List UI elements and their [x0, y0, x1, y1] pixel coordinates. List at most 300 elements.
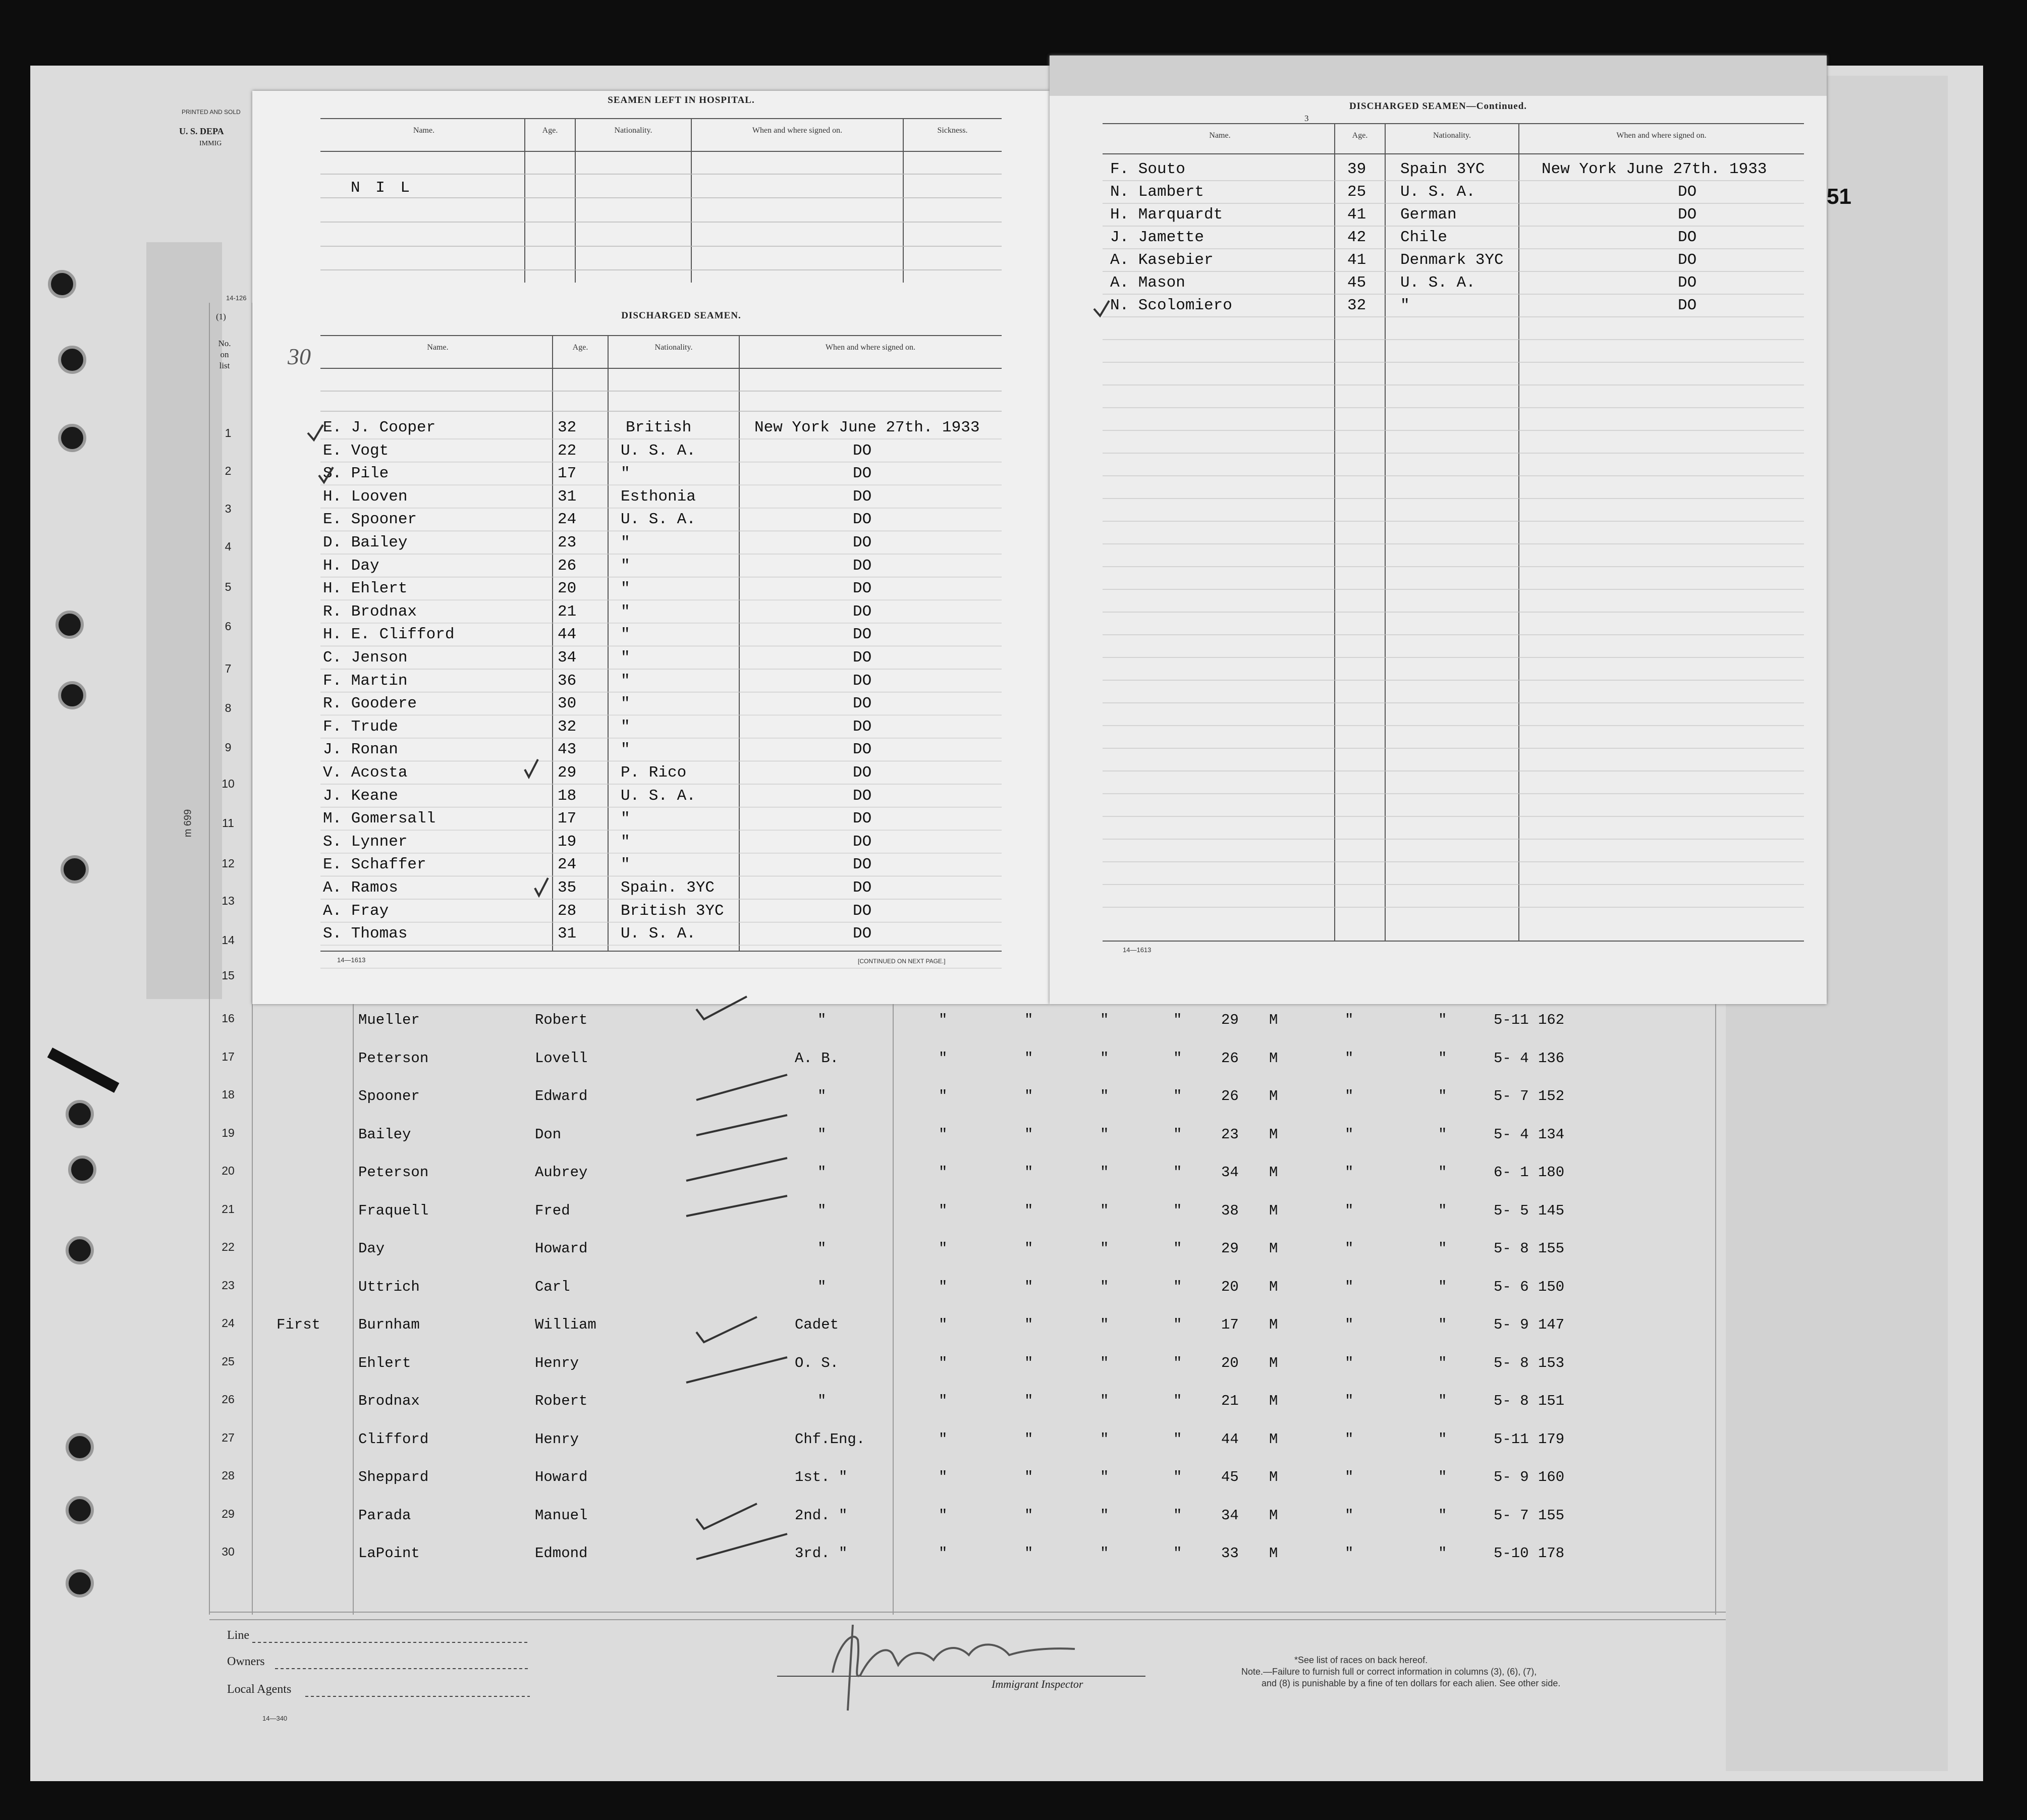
- footer-line-label: Line: [227, 1629, 249, 1642]
- manifest-weight: 150: [1538, 1278, 1565, 1295]
- seaman-nationality: Chile: [1400, 229, 1448, 246]
- ditto-mark: ": [1100, 1088, 1109, 1105]
- seaman-nationality: ": [621, 626, 630, 644]
- seaman-nationality: U. S. A.: [621, 442, 696, 460]
- line-number: 9: [225, 741, 232, 754]
- ditto-mark: ": [1173, 1507, 1182, 1524]
- manifest-position: ": [817, 1012, 827, 1028]
- seaman-age: 18: [558, 787, 577, 805]
- manifest-age: 34: [1221, 1164, 1239, 1181]
- seaman-age: 44: [558, 626, 577, 644]
- col-sickness: Sickness.: [937, 126, 968, 135]
- ditto-mark: ": [1438, 1545, 1447, 1562]
- manifest-age: 33: [1221, 1545, 1239, 1562]
- seaman-name: A. Fray: [323, 902, 389, 920]
- checkmark: [535, 878, 548, 896]
- manifest-sex: M: [1269, 1430, 1278, 1448]
- ditto-mark: ": [939, 1430, 948, 1448]
- seaman-name: E. Schaffer: [323, 856, 426, 874]
- line-number: 19: [222, 1126, 235, 1139]
- ditto-mark: ": [939, 1240, 948, 1257]
- ditto-mark: ": [939, 1126, 948, 1143]
- ditto-mark: ": [1100, 1316, 1109, 1333]
- seaman-age: 19: [558, 833, 577, 851]
- seaman-signed-on: New York June 27th. 1933: [1542, 160, 1767, 178]
- seaman-age: 45: [1347, 274, 1366, 292]
- immig-header: IMMIG: [199, 140, 222, 147]
- seaman-signed-on: DO: [1678, 251, 1697, 269]
- manifest-given-name: William: [535, 1316, 596, 1333]
- ditto-mark: ": [1438, 1240, 1447, 1257]
- manifest-surname: Mueller: [358, 1012, 420, 1028]
- seaman-signed-on: DO: [853, 810, 872, 828]
- manifest-age: 44: [1221, 1430, 1239, 1448]
- seaman-name: V. Acosta: [323, 764, 408, 782]
- ditto-mark: ": [1100, 1202, 1109, 1219]
- manifest-height: 5- 8: [1494, 1240, 1529, 1257]
- ditto-mark: ": [1345, 1164, 1354, 1181]
- printed-by: PRINTED AND SOLD: [182, 108, 241, 116]
- manifest-sex: M: [1269, 1202, 1278, 1219]
- seaman-nationality: U. S. A.: [1400, 274, 1475, 292]
- manifest-given-name: Fred: [535, 1202, 570, 1219]
- manifest-given-name: Aubrey: [535, 1164, 588, 1181]
- seaman-name: A. Mason: [1110, 274, 1185, 292]
- seaman-signed-on: DO: [853, 787, 872, 805]
- seaman-signed-on: DO: [1678, 206, 1697, 224]
- manifest-surname: Sheppard: [358, 1469, 429, 1485]
- manifest-height: 5- 7: [1494, 1507, 1529, 1524]
- manifest-position: ": [817, 1393, 827, 1409]
- ditto-mark: ": [1438, 1202, 1447, 1219]
- col-nationality: Nationality.: [1433, 131, 1471, 140]
- manifest-given-name: Edmond: [535, 1545, 588, 1562]
- ditto-mark: ": [1100, 1393, 1109, 1409]
- line-number: 18: [222, 1088, 235, 1101]
- seaman-name: H. Day: [323, 557, 379, 575]
- seaman-signed-on: DO: [853, 442, 872, 460]
- line-number: 3: [225, 502, 232, 515]
- seaman-age: 41: [1347, 206, 1366, 224]
- ditto-mark: ": [1438, 1050, 1447, 1067]
- manifest-position: 1st. ": [795, 1469, 848, 1485]
- seaman-age: 25: [1347, 183, 1366, 201]
- seaman-age: 28: [558, 902, 577, 920]
- seaman-age: 30: [558, 695, 577, 713]
- manifest-surname: Parada: [358, 1507, 411, 1524]
- manifest-position: 2nd. ": [795, 1507, 848, 1524]
- seaman-name: H. E. Clifford: [323, 626, 455, 644]
- ditto-mark: ": [1345, 1088, 1354, 1105]
- manifest-age: 26: [1221, 1050, 1239, 1067]
- manifest-weight: 178: [1538, 1545, 1565, 1562]
- manifest-weight: 180: [1538, 1164, 1565, 1181]
- ditto-mark: ": [939, 1050, 948, 1067]
- ditto-mark: ": [939, 1469, 948, 1485]
- manifest-given-name: Robert: [535, 1012, 588, 1028]
- manifest-age: 26: [1221, 1088, 1239, 1105]
- checkmark: [696, 997, 747, 1019]
- manifest-weight: 153: [1538, 1354, 1565, 1371]
- col-1-label: (1): [216, 312, 226, 321]
- ditto-mark: ": [1345, 1012, 1354, 1028]
- ditto-mark: ": [1173, 1354, 1182, 1371]
- ditto-mark: ": [1438, 1393, 1447, 1409]
- checkmark: [696, 1075, 787, 1100]
- seaman-signed-on: DO: [853, 649, 872, 667]
- manifest-height: 5- 6: [1494, 1278, 1529, 1295]
- ditto-mark: ": [1438, 1088, 1447, 1105]
- seaman-nationality: ": [621, 672, 630, 690]
- seaman-nationality: U. S. A.: [621, 925, 696, 943]
- seaman-signed-on: DO: [853, 534, 872, 551]
- seaman-nationality: ": [621, 741, 630, 759]
- line-number: 15: [222, 969, 235, 982]
- ditto-mark: ": [1100, 1050, 1109, 1067]
- line-number: 12: [222, 857, 235, 870]
- line-number: 16: [222, 1012, 235, 1025]
- manifest-height: 5- 9: [1494, 1469, 1529, 1485]
- manifest-surname: LaPoint: [358, 1545, 420, 1562]
- line-number: 21: [222, 1202, 235, 1216]
- ditto-mark: ": [939, 1202, 948, 1219]
- manifest-surname: Ehlert: [358, 1354, 411, 1371]
- races-note: *See list of races on back hereof.: [1294, 1655, 1428, 1665]
- line-number: 8: [225, 701, 232, 714]
- manifest-surname: Day: [358, 1240, 385, 1257]
- seaman-signed-on: DO: [853, 833, 872, 851]
- seaman-signed-on: DO: [853, 925, 872, 943]
- seaman-name: F. Souto: [1110, 160, 1185, 178]
- ditto-mark: ": [1173, 1050, 1182, 1067]
- manifest-position: Cadet: [795, 1316, 839, 1333]
- seaman-nationality: ": [621, 810, 630, 828]
- ditto-mark: ": [1438, 1278, 1447, 1295]
- manifest-sex: M: [1269, 1164, 1278, 1181]
- seaman-nationality: ": [621, 534, 630, 551]
- manifest-height: 5- 8: [1494, 1393, 1529, 1409]
- seaman-signed-on: DO: [853, 511, 872, 529]
- seaman-nationality: U. S. A.: [621, 787, 696, 805]
- manifest-age: 20: [1221, 1278, 1239, 1295]
- manifest-sex: M: [1269, 1354, 1278, 1371]
- col-signed-on: When and where signed on.: [825, 343, 916, 352]
- ditto-mark: ": [1345, 1545, 1354, 1562]
- manifest-age: 45: [1221, 1469, 1239, 1485]
- manifest-height: 5- 8: [1494, 1354, 1529, 1371]
- col-name: Name.: [1209, 131, 1231, 140]
- manifest-height: 5- 7: [1494, 1088, 1529, 1105]
- seaman-nationality: P. Rico: [621, 764, 687, 782]
- ditto-mark: ": [1024, 1507, 1033, 1524]
- ditto-mark: ": [1438, 1012, 1447, 1028]
- manifest-sex: M: [1269, 1278, 1278, 1295]
- seaman-nationality: ": [621, 695, 630, 713]
- ditto-mark: ": [1345, 1430, 1354, 1448]
- line-number: 28: [222, 1469, 235, 1482]
- manifest-sex: M: [1269, 1050, 1278, 1067]
- seaman-signed-on: DO: [1678, 274, 1697, 292]
- ditto-mark: ": [1100, 1354, 1109, 1371]
- manifest-sex: M: [1269, 1012, 1278, 1028]
- seaman-age: 36: [558, 672, 577, 690]
- footer-form-number: 14—340: [262, 1715, 288, 1722]
- seaman-age: 17: [558, 810, 577, 828]
- seaman-name: S. Thomas: [323, 925, 408, 943]
- manifest-given-name: Lovell: [535, 1050, 588, 1067]
- seaman-age: 26: [558, 557, 577, 575]
- manifest-weight: 136: [1538, 1050, 1565, 1067]
- ditto-mark: ": [1024, 1545, 1033, 1562]
- seaman-nationality: ": [621, 580, 630, 598]
- col-age: Age.: [1352, 131, 1368, 140]
- line-number: 27: [222, 1430, 235, 1444]
- manifest-sex: M: [1269, 1507, 1278, 1524]
- manifest-position: 3rd. ": [795, 1545, 848, 1562]
- discharged-title: DISCHARGED SEAMEN.: [621, 310, 741, 321]
- checkmark: [525, 759, 538, 777]
- col-name: Name.: [427, 343, 449, 352]
- seaman-signed-on: DO: [853, 902, 872, 920]
- ditto-mark: ": [1024, 1240, 1033, 1257]
- seaman-name: D. Bailey: [323, 534, 408, 551]
- seaman-nationality: U. S. A.: [621, 511, 696, 529]
- ditto-mark: ": [1345, 1240, 1354, 1257]
- checkmark: [319, 467, 333, 482]
- manifest-sex: M: [1269, 1469, 1278, 1485]
- seaman-signed-on: DO: [1678, 297, 1697, 314]
- seaman-nationality: German: [1400, 206, 1457, 224]
- seaman-name: E. Spooner: [323, 511, 417, 529]
- checkmark: [686, 1196, 787, 1216]
- manifest-surname: Bailey: [358, 1126, 411, 1143]
- ditto-mark: ": [939, 1393, 948, 1409]
- inspector-label: Immigrant Inspector: [992, 1678, 1083, 1690]
- seaman-name: H. Looven: [323, 487, 408, 506]
- seaman-nationality: ": [621, 602, 630, 621]
- seaman-name: J. Ronan: [323, 741, 398, 759]
- manifest-surname: Brodnax: [358, 1393, 420, 1409]
- seaman-age: 21: [558, 602, 577, 621]
- seaman-age: 42: [1347, 229, 1366, 246]
- manifest-surname: Clifford: [358, 1430, 429, 1448]
- seaman-nationality: U. S. A.: [1400, 183, 1475, 201]
- form-no-under: 14-126: [226, 294, 247, 302]
- seaman-nationality: Spain. 3YC: [621, 879, 715, 897]
- ditto-mark: ": [1100, 1012, 1109, 1028]
- seaman-name: S. Lynner: [323, 833, 408, 851]
- line-number: 2: [225, 464, 232, 477]
- line-number: 20: [222, 1164, 235, 1177]
- line-number: 4: [225, 540, 232, 553]
- seaman-age: 35: [558, 879, 577, 897]
- ditto-mark: ": [939, 1164, 948, 1181]
- manifest-surname: Spooner: [358, 1088, 420, 1105]
- col-age: Age.: [542, 126, 558, 135]
- manifest-sex: M: [1269, 1316, 1278, 1333]
- ditto-mark: ": [1438, 1126, 1447, 1143]
- seaman-name: R. Brodnax: [323, 602, 417, 621]
- manifest-position: A. B.: [795, 1050, 839, 1067]
- seaman-signed-on: DO: [853, 580, 872, 598]
- seaman-nationality: British: [626, 419, 692, 436]
- ditto-mark: ": [1024, 1126, 1033, 1143]
- manifest-given-name: Howard: [535, 1469, 588, 1485]
- seaman-age: 22: [558, 442, 577, 460]
- col-signed-on: When and where signed on.: [752, 126, 843, 135]
- manifest-given-name: Edward: [535, 1088, 588, 1105]
- seaman-name: J. Keane: [323, 787, 398, 805]
- ditto-mark: ": [1173, 1202, 1182, 1219]
- seaman-nationality: ": [621, 856, 630, 874]
- manifest-sex: M: [1269, 1545, 1278, 1562]
- ditto-mark: ": [1173, 1316, 1182, 1333]
- seaman-nationality: British 3YC: [621, 902, 724, 920]
- seaman-signed-on: DO: [1678, 229, 1697, 246]
- seaman-name: M. Gomersall: [323, 810, 436, 828]
- ditto-mark: ": [939, 1507, 948, 1524]
- manifest-height: 5- 5: [1494, 1202, 1529, 1219]
- manifest-height: 5- 9: [1494, 1316, 1529, 1333]
- seaman-signed-on: DO: [1678, 183, 1697, 201]
- line-number: 30: [222, 1545, 235, 1558]
- ditto-mark: ": [1345, 1469, 1354, 1485]
- seaman-signed-on: DO: [853, 764, 872, 782]
- seaman-nationality: Denmark 3YC: [1400, 251, 1504, 269]
- seaman-age: 32: [558, 718, 577, 736]
- hospital-title: SEAMEN LEFT IN HOSPITAL.: [608, 95, 755, 105]
- footer-note-line-2: and (8) is punishable by a fine of ten dollars for each alien. See other side.: [1262, 1678, 1561, 1688]
- seaman-name: F. Trude: [323, 718, 398, 736]
- col-nationality: Nationality.: [614, 126, 652, 135]
- seaman-signed-on: DO: [853, 487, 872, 506]
- seaman-signed-on: DO: [853, 856, 872, 874]
- ditto-mark: ": [1173, 1126, 1182, 1143]
- seaman-nationality: ": [621, 649, 630, 667]
- manifest-weight: 160: [1538, 1469, 1565, 1485]
- manifest-sex: M: [1269, 1126, 1278, 1143]
- seaman-name: N. Scolomiero: [1110, 297, 1232, 314]
- manifest-position: ": [817, 1126, 827, 1143]
- manifest-age: 29: [1221, 1012, 1239, 1028]
- ditto-mark: ": [939, 1278, 948, 1295]
- ditto-mark: ": [1438, 1507, 1447, 1524]
- seaman-signed-on: DO: [853, 718, 872, 736]
- manifest-weight: 151: [1538, 1393, 1565, 1409]
- line-number: 22: [222, 1240, 235, 1253]
- seaman-signed-on: DO: [853, 557, 872, 575]
- manifest-weight: 155: [1538, 1507, 1565, 1524]
- manifest-class: First: [277, 1316, 321, 1333]
- seaman-age: 17: [558, 465, 577, 483]
- ditto-mark: ": [1024, 1393, 1033, 1409]
- seaman-signed-on: DO: [853, 695, 872, 713]
- form-number: 14—1613: [337, 956, 366, 964]
- line-number: 1: [225, 426, 232, 439]
- seaman-signed-on: DO: [853, 741, 872, 759]
- manifest-age: 23: [1221, 1126, 1239, 1143]
- col-signed-on: When and where signed on.: [1616, 131, 1707, 140]
- ditto-mark: ": [1100, 1164, 1109, 1181]
- manifest-given-name: Henry: [535, 1430, 579, 1448]
- line-number: 7: [225, 662, 232, 675]
- ditto-mark: ": [1345, 1202, 1354, 1219]
- form-number: 14—1613: [1123, 946, 1152, 954]
- line-number: 17: [222, 1050, 235, 1063]
- ditto-mark: ": [1438, 1469, 1447, 1485]
- ditto-mark: ": [1100, 1430, 1109, 1448]
- seaman-age: 24: [558, 511, 577, 529]
- manifest-weight: 147: [1538, 1316, 1565, 1333]
- manifest-surname: Peterson: [358, 1164, 429, 1181]
- ditto-mark: ": [1024, 1430, 1033, 1448]
- manifest-given-name: Don: [535, 1126, 562, 1143]
- line-number: 23: [222, 1278, 235, 1292]
- seaman-nationality: ": [621, 557, 630, 575]
- stub-mark: m 699: [182, 809, 194, 838]
- col-name: Name.: [413, 126, 435, 135]
- seaman-nationality: ": [1400, 297, 1410, 314]
- seaman-name: A. Kasebier: [1110, 251, 1214, 269]
- manifest-sex: M: [1269, 1088, 1278, 1105]
- ditto-mark: ": [1024, 1316, 1033, 1333]
- seaman-signed-on: DO: [853, 672, 872, 690]
- ditto-mark: ": [939, 1545, 948, 1562]
- seaman-age: 32: [1347, 297, 1366, 314]
- ditto-mark: ": [1345, 1278, 1354, 1295]
- ditto-mark: ": [1345, 1316, 1354, 1333]
- seaman-name: R. Goodere: [323, 695, 417, 713]
- ditto-mark: ": [1100, 1126, 1109, 1143]
- manifest-given-name: Henry: [535, 1354, 579, 1371]
- continued-title: DISCHARGED SEAMEN—Continued.: [1349, 101, 1527, 112]
- seaman-name: N. Lambert: [1110, 183, 1204, 201]
- footer-note-line-1: Note.—Failure to furnish full or correct information in columns (3), (6), (7),: [1241, 1667, 1537, 1677]
- manifest-weight: 134: [1538, 1126, 1565, 1143]
- seaman-age: 34: [558, 649, 577, 667]
- ditto-mark: ": [1173, 1088, 1182, 1105]
- manifest-given-name: Manuel: [535, 1507, 588, 1524]
- footer-owners-label: Owners: [227, 1655, 265, 1668]
- ditto-mark: ": [1345, 1507, 1354, 1524]
- manifest-height: 5- 4: [1494, 1050, 1529, 1067]
- ditto-mark: ": [1024, 1164, 1033, 1181]
- manifest-position: ": [817, 1240, 827, 1257]
- ditto-mark: ": [1173, 1012, 1182, 1028]
- manifest-given-name: Howard: [535, 1240, 588, 1257]
- manifest-age: 21: [1221, 1393, 1239, 1409]
- seaman-nationality: ": [621, 465, 630, 483]
- ditto-mark: ": [1173, 1240, 1182, 1257]
- manifest-surname: Peterson: [358, 1050, 429, 1067]
- seaman-signed-on: New York June 27th. 1933: [754, 419, 980, 436]
- seaman-age: 41: [1347, 251, 1366, 269]
- ditto-mark: ": [1100, 1507, 1109, 1524]
- seaman-age: 20: [558, 580, 577, 598]
- line-number: 25: [222, 1354, 235, 1368]
- seaman-signed-on: DO: [853, 879, 872, 897]
- seaman-nationality: Spain 3YC: [1400, 160, 1485, 178]
- checkmark: [686, 1357, 787, 1383]
- seaman-name: J. Jamette: [1110, 229, 1204, 246]
- ditto-mark: ": [939, 1012, 948, 1028]
- ditto-mark: ": [939, 1354, 948, 1371]
- ditto-mark: ": [1345, 1050, 1354, 1067]
- manifest-age: 34: [1221, 1507, 1239, 1524]
- ditto-mark: ": [1173, 1430, 1182, 1448]
- ditto-mark: ": [1024, 1088, 1033, 1105]
- manifest-surname: Uttrich: [358, 1278, 420, 1295]
